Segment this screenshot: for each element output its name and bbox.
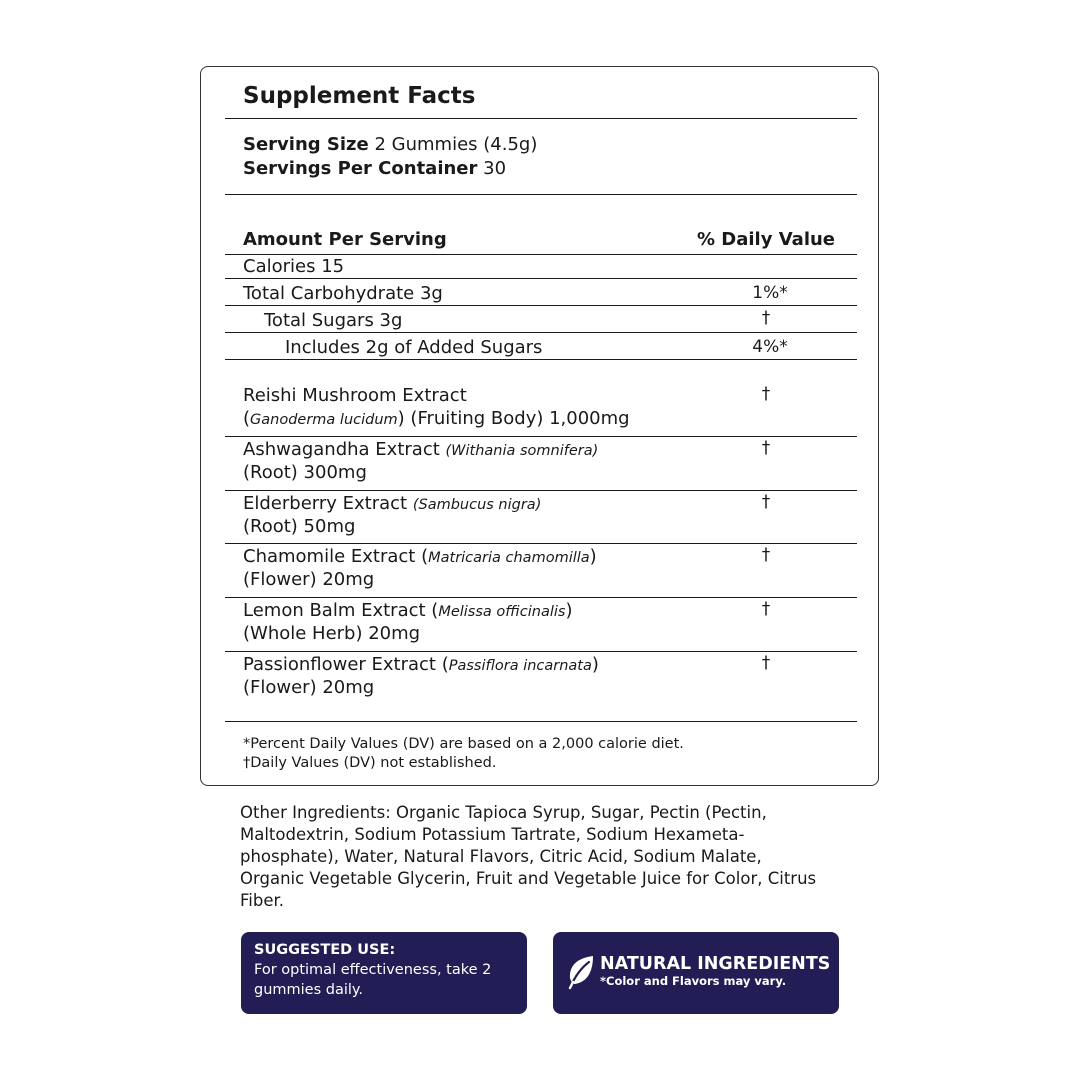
ingredient-row-elderberry bbox=[243, 493, 541, 516]
amount-header: Amount Per Serving bbox=[243, 229, 447, 250]
ingredient-dv: † bbox=[761, 545, 771, 565]
panel-title: Supplement Facts bbox=[243, 83, 476, 109]
divider bbox=[225, 278, 857, 279]
ingredient-amount: (Root) 300mg bbox=[243, 462, 367, 483]
paren: ) bbox=[589, 546, 597, 567]
ingredient-latin-name: (Withania somnifera) bbox=[445, 443, 599, 459]
natural-ingredients-badge bbox=[553, 932, 839, 1014]
footnote-dagger: †Daily Values (DV) not established. bbox=[243, 755, 497, 771]
servings-per-container bbox=[243, 158, 506, 180]
ingredient-latin-name: Passiflora incarnata bbox=[448, 658, 592, 674]
divider bbox=[225, 721, 857, 722]
ingredient-name: Elderberry Extract bbox=[243, 493, 413, 514]
nutrient-row-added-sugars: Includes 2g of Added Sugars bbox=[285, 337, 543, 358]
ingredient-row-chamomile bbox=[243, 546, 597, 569]
divider bbox=[225, 194, 857, 195]
ingredient-latin-name: Matricaria chamomilla bbox=[428, 550, 590, 566]
nutrient-row-sugars: Total Sugars 3g bbox=[264, 310, 403, 331]
nutrient-dv: † bbox=[761, 308, 771, 328]
ingredient-amount: (Whole Herb) 20mg bbox=[243, 623, 421, 644]
ingredient-amount: (Root) 50mg bbox=[243, 516, 356, 537]
ingredient-amount: (Flower) 20mg bbox=[243, 569, 375, 590]
serving-size-label: Serving Size bbox=[243, 134, 369, 155]
nutrient-dv: 1%* bbox=[752, 283, 788, 303]
servings-label: Servings Per Container bbox=[243, 158, 478, 179]
paren: ) bbox=[565, 600, 573, 621]
ingredient-name: Ashwagandha Extract bbox=[243, 439, 446, 460]
ingredient-dv: † bbox=[761, 438, 771, 458]
ingredient-row-lemon-balm bbox=[243, 600, 573, 623]
paren: ) bbox=[591, 654, 599, 675]
ingredient-amount: (Flower) 20mg bbox=[243, 677, 375, 698]
natural-ingredients-note: *Color and Flavors may vary. bbox=[600, 974, 787, 988]
ingredient-detail bbox=[243, 408, 630, 431]
ingredient-dv: † bbox=[761, 492, 771, 512]
dv-header: % Daily Value bbox=[697, 229, 836, 250]
ingredient-dv: † bbox=[761, 653, 771, 673]
ingredient-row-ashwagandha bbox=[243, 439, 598, 462]
ingredient-latin-name: (Sambucus nigra) bbox=[412, 497, 542, 513]
servings-value: 30 bbox=[483, 158, 507, 179]
ingredient-name: Chamomile Extract ( bbox=[243, 546, 429, 567]
other-ingredients: Other Ingredients: Organic Tapioca Syrup, Sugar, Pectin (Pectin, Maltodextrin, Sodium Potassium Tartrate, Sodium Hexameta-phosphate), Water, Natural Flavors, Citric Acid, Sodium Malate, Organic Vegetable Glycerin, Fruit and Vegetable Juice for Color, Citrus Fiber. bbox=[240, 803, 817, 910]
nutrient-dv: 4%* bbox=[752, 337, 788, 357]
divider bbox=[225, 305, 857, 306]
leaf-icon bbox=[567, 954, 595, 994]
ingredient-dv: † bbox=[761, 599, 771, 619]
footnote-percent-dv: *Percent Daily Values (DV) are based on a 2,000 calorie diet. bbox=[243, 736, 684, 752]
ingredient-row-passionflower bbox=[243, 654, 599, 677]
natural-ingredients-title: NATURAL INGREDIENTS bbox=[600, 954, 831, 974]
ingredient-name: Passionflower Extract ( bbox=[243, 654, 449, 675]
nutrient-row-carbohydrate: Total Carbohydrate 3g bbox=[243, 283, 443, 304]
divider bbox=[225, 118, 857, 119]
ingredient-row-reishi bbox=[243, 385, 467, 407]
divider bbox=[225, 254, 857, 255]
nutrient-row-calories: Calories 15 bbox=[243, 256, 345, 277]
serving-size bbox=[243, 134, 537, 156]
ingredient-name: Reishi Mushroom Extract bbox=[243, 385, 467, 406]
serving-size-value: 2 Gummies (4.5g) bbox=[374, 134, 538, 155]
divider bbox=[225, 332, 857, 333]
ingredient-amount: ) (Fruiting Body) 1,000mg bbox=[397, 408, 630, 429]
ingredient-latin-name: Melissa officinalis bbox=[438, 604, 566, 620]
paren: ( bbox=[243, 408, 251, 429]
suggested-use-text: For optimal effectiveness, take 2 gummies daily. bbox=[254, 962, 492, 998]
divider bbox=[225, 359, 857, 360]
ingredient-dv: † bbox=[761, 384, 771, 404]
ingredient-name: Lemon Balm Extract ( bbox=[243, 600, 439, 621]
suggested-use-box bbox=[241, 932, 527, 1014]
ingredient-latin-name: Ganoderma lucidum bbox=[250, 412, 398, 428]
suggested-use-heading: SUGGESTED USE: bbox=[254, 942, 396, 958]
